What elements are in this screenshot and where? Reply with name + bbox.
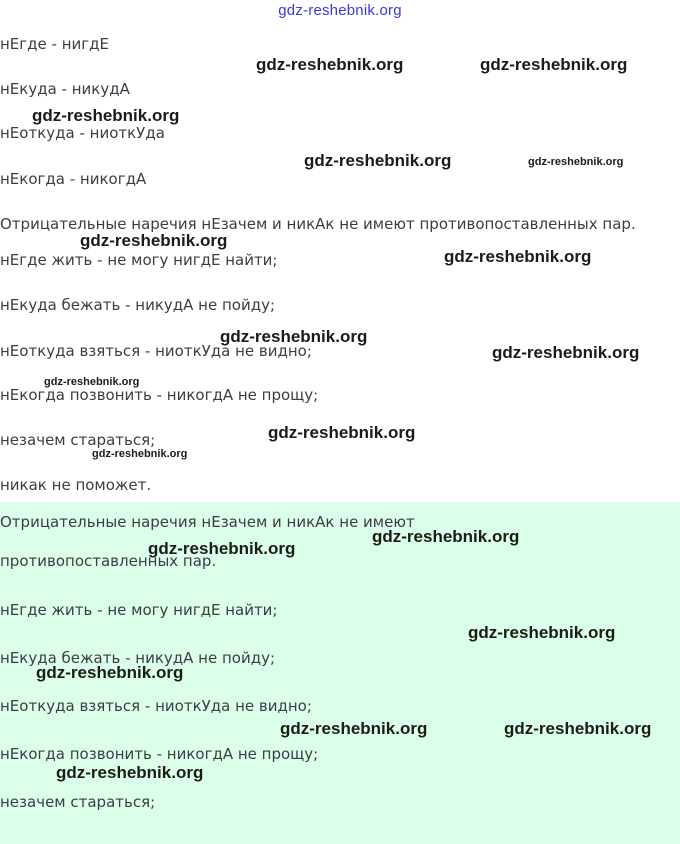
watermark: gdz-reshebnik.org	[444, 247, 592, 266]
watermark: gdz-reshebnik.org	[304, 151, 452, 170]
text-line: нЕкогда - никогдА	[0, 170, 147, 188]
watermark: gdz-reshebnik.org	[480, 55, 628, 74]
watermark: gdz-reshebnik.org	[492, 343, 640, 362]
answer-line: нЕоткуда взяться - ниоткУда не видно;	[0, 697, 312, 715]
answer-line: незачем стараться;	[0, 793, 156, 811]
text-line: нЕкогда позвонить - никогдА не прощу;	[0, 386, 319, 404]
watermark: gdz-reshebnik.org	[372, 527, 520, 546]
watermark: gdz-reshebnik.org	[504, 719, 652, 738]
watermark: gdz-reshebnik.org	[468, 623, 616, 642]
watermark: gdz-reshebnik.org	[220, 327, 368, 346]
text-line: нЕкуда - никудА	[0, 80, 130, 98]
watermark: gdz-reshebnik.org	[256, 55, 404, 74]
text-line: Отрицательные наречия нЕзачем и никАк не имеют противопоставленных пар.	[0, 215, 636, 233]
answer-line: Отрицательные наречия нЕзачем и никАк не имеют	[0, 513, 415, 531]
watermark: gdz-reshebnik.org	[36, 663, 184, 682]
watermark: gdz-reshebnik.org	[148, 539, 296, 558]
text-line: нЕоткуда взяться - ниоткУда не видно;	[0, 342, 312, 360]
text-line: никак не поможет.	[0, 476, 152, 494]
watermark: gdz-reshebnik.org	[32, 106, 180, 125]
text-line: незачем стараться;	[0, 431, 156, 449]
text-line: нЕгде жить - не могу нигдЕ найти;	[0, 251, 278, 269]
text-line: нЕоткуда - ниоткУда	[0, 124, 165, 142]
text-line: нЕгде - нигдЕ	[0, 35, 109, 53]
watermark: gdz-reshebnik.org	[528, 156, 624, 168]
watermark: gdz-reshebnik.org	[80, 231, 228, 250]
watermark: gdz-reshebnik.org	[268, 423, 416, 442]
watermark: gdz-reshebnik.org	[44, 376, 140, 388]
answer-line: нЕкуда бежать - никудА не пойду;	[0, 649, 275, 667]
answer-line: противопоставленных пар.	[0, 552, 217, 570]
site-brand: gdz-reshebnik.org	[278, 2, 402, 19]
watermark: gdz-reshebnik.org	[56, 763, 204, 782]
watermark: gdz-reshebnik.org	[280, 719, 428, 738]
answer-line: нЕгде жить - не могу нигдЕ найти;	[0, 601, 278, 619]
watermark: gdz-reshebnik.org	[92, 448, 188, 460]
text-line: нЕкуда бежать - никудА не пойду;	[0, 296, 275, 314]
answer-line: нЕкогда позвонить - никогдА не прощу;	[0, 745, 319, 763]
